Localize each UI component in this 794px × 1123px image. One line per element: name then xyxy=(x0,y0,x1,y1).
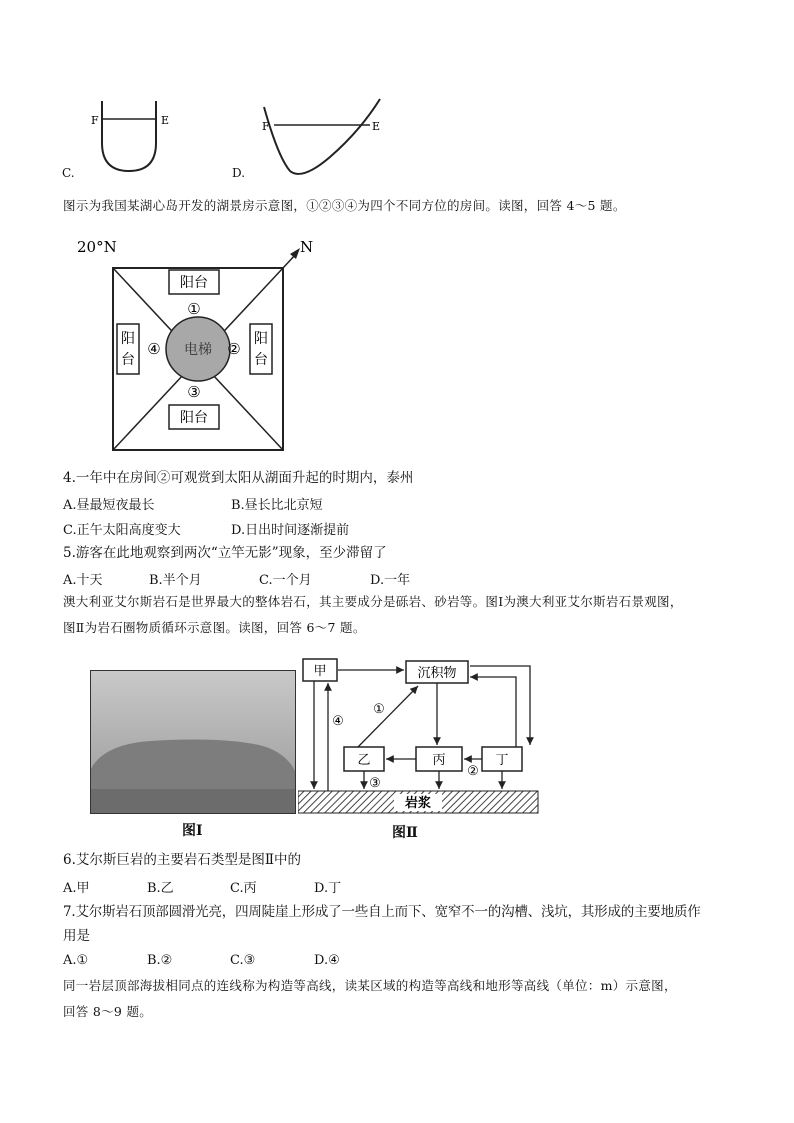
question-5: 5.游客在此地观察到两次“立竿无影”现象，至少滞留了 xyxy=(63,545,387,561)
box-bing-label: 丙 xyxy=(432,753,446,768)
elevator-label: 电梯 xyxy=(184,342,212,358)
q7-option-c: C.③ xyxy=(230,953,256,968)
q6-option-d: D.丁 xyxy=(314,881,342,896)
option-d-label: D. xyxy=(232,166,246,180)
intro-questions-6-7-line1: 澳大利亚艾尔斯岩石是世界最大的整体岩石，其主要成分是砾岩、砂岩等。图Ⅰ为澳大利亚艾尔斯岩石景观图， xyxy=(63,594,683,609)
box-sediment-label: 沉积物 xyxy=(417,666,457,681)
balcony-left-char-1: 阳 xyxy=(121,331,135,347)
lake-house-svg xyxy=(62,230,322,460)
figure-2-rock-cycle xyxy=(298,655,543,821)
curve-c-figure xyxy=(60,95,190,185)
arrow-label-3: ③ xyxy=(369,776,381,791)
figure-1-photo xyxy=(90,670,296,814)
q4-option-d: D.日出时间逐渐提前 xyxy=(231,523,350,538)
arrow-yi-sediment xyxy=(358,686,418,747)
v-curve xyxy=(264,99,380,174)
q6-option-b: B.乙 xyxy=(147,881,174,896)
balcony-right-char-1: 阳 xyxy=(254,331,268,347)
question-7-line1: 7.艾尔斯岩石顶部圆滑光亮，四周陡崖上形成了一些自上而下、宽窄不一的沟槽、浅坑，其形成的主要地质作 xyxy=(63,904,701,920)
arrow-label-4: ④ xyxy=(332,714,344,729)
q4-option-b: B.昼长比北京短 xyxy=(231,498,323,513)
q5-option-b: B.半个月 xyxy=(149,573,202,588)
label-f: F xyxy=(262,120,270,133)
label-e: E xyxy=(161,114,170,127)
room-1: ① xyxy=(187,300,201,318)
room-3: ③ xyxy=(187,383,201,401)
intro-questions-8-9-line2: 回答 8～9 题。 xyxy=(63,1004,153,1019)
box-yi-label: 乙 xyxy=(357,753,371,768)
label-f: F xyxy=(91,114,99,127)
figure-1-caption: 图Ⅰ xyxy=(182,823,203,839)
balcony-left-char-2: 台 xyxy=(121,352,135,368)
lake-house-diagram xyxy=(62,230,322,460)
q6-option-c: C.丙 xyxy=(230,881,257,896)
q7-option-d: D.④ xyxy=(314,953,340,968)
q5-option-c: C.一个月 xyxy=(259,573,312,588)
arrow-label-2: ② xyxy=(467,764,479,779)
curve-d-figure xyxy=(250,95,400,185)
q4-option-a: A.昼最短夜最长 xyxy=(63,498,155,513)
question-4: 4.一年中在房间②可观赏到太阳从湖面升起的时期内，泰州 xyxy=(63,470,414,486)
box-jia-label: 甲 xyxy=(313,664,327,679)
label-e: E xyxy=(372,120,381,133)
arrow-sediment-ding xyxy=(470,666,530,745)
q5-option-a: A.十天 xyxy=(63,573,103,588)
arrow-label-1: ① xyxy=(373,702,385,717)
figure-2-caption: 图Ⅱ xyxy=(392,825,418,841)
north-label: N xyxy=(300,238,314,256)
intro-questions-4-5: 图示为我国某湖心岛开发的湖景房示意图，①②③④为四个不同方位的房间。读图，回答 4～5 题。 xyxy=(63,198,626,213)
question-6: 6.艾尔斯巨岩的主要岩石类型是图Ⅱ中的 xyxy=(63,852,302,868)
balcony-top-label: 阳台 xyxy=(180,275,208,291)
arrow-ding-sediment xyxy=(470,677,516,747)
ground xyxy=(91,789,295,813)
intro-questions-6-7-line2: 图Ⅱ为岩石圈物质循环示意图。读图，回答 6～7 题。 xyxy=(63,620,366,635)
question-7-line2: 用是 xyxy=(63,928,90,944)
q5-option-d: D.一年 xyxy=(370,573,411,588)
balcony-bottom-label: 阳台 xyxy=(180,410,208,426)
box-ding-label: 丁 xyxy=(495,753,509,768)
q7-option-b: B.② xyxy=(147,953,173,968)
question-7-options xyxy=(63,953,663,973)
q7-option-a: A.① xyxy=(63,953,89,968)
q4-option-c: C.正午太阳高度变大 xyxy=(63,523,181,538)
intro-questions-8-9-line1: 同一岩层顶部海拔相同点的连线称为构造等高线，读某区域的构造等高线和地形等高线（单位：m）示意图， xyxy=(63,978,677,993)
room-2: ② xyxy=(227,340,241,358)
curve-c-svg xyxy=(60,95,190,185)
question-6-options xyxy=(63,877,663,897)
balcony-right-char-2: 台 xyxy=(254,352,268,368)
question-5-options xyxy=(63,569,663,589)
option-c-label: C. xyxy=(62,166,75,180)
magma-label: 岩浆 xyxy=(404,796,432,811)
ayers-rock-svg xyxy=(91,671,295,813)
rock-cycle-svg xyxy=(298,655,543,821)
latitude-label: 20°N xyxy=(77,238,117,256)
north-arrow-icon xyxy=(290,248,300,259)
u-curve xyxy=(102,101,156,171)
room-4: ④ xyxy=(147,340,161,358)
curve-d-svg xyxy=(250,95,400,185)
q6-option-a: A.甲 xyxy=(63,881,90,896)
question-4-options xyxy=(63,494,663,544)
